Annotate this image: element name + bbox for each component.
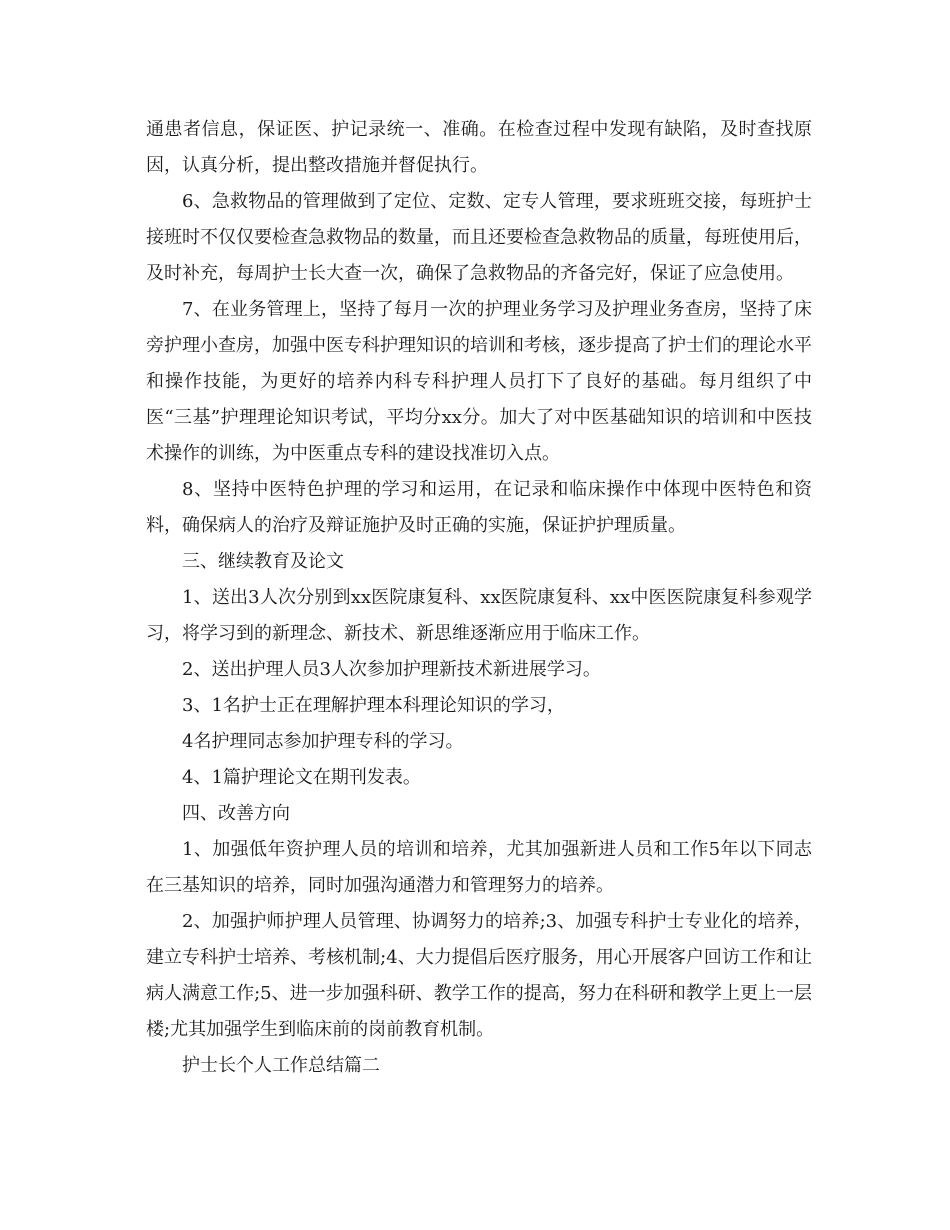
paragraph-6-emergency-supplies: 6、急救物品的管理做到了定位、定数、定专人管理，要求班班交接，每班护士接班时不仅仅要检查急救物品的数量，而且还要检查急救物品的质量，每班使用后，及时补充，每周护士长大查一次，确保了急救物品的齐备完好，保证了应急使用。 — [146, 191, 812, 284]
paragraph-education-3-continued: 4名护理同志参加护理专科的学习。 — [182, 731, 464, 752]
section-heading-improvement: 四、改善方向 — [182, 803, 290, 824]
paragraph-education-2: 2、送出护理人员3人次参加护理新技术新进展学习。 — [182, 659, 601, 680]
paragraph-education-1: 1、送出3人次分别到xx医院康复科、xx医院康复科、xx中医医院康复科参观学习，将学习到的新理念、新技术、新思维逐渐应用于临床工作。 — [146, 587, 812, 644]
section-heading-continuing-education: 三、继续教育及论文 — [182, 551, 344, 572]
document-body — [146, 112, 812, 1084]
paragraph-improvement-1: 1、加强低年资护理人员的培训和培养，尤其加强新进人员和工作5年以下同志在三基知识的培养，同时加强沟通潜力和管理努力的培养。 — [146, 839, 812, 896]
paragraph-7-business-management: 7、在业务管理上，坚持了每月一次的护理业务学习及护理业务查房，坚持了床旁护理小查房，加强中医专科护理知识的培训和考核，逐步提高了护士们的理论水平和操作技能，为更好的培养内科专科护理人员打下了良好的基础。每月组织了中医“三基”护理理论知识考试，平均分xx分。加大了对中医基础知识的培训和中医技术操作的训练，为中医重点专科的建设找准切入点。 — [146, 299, 812, 464]
paragraph-education-4: 4、1篇护理论文在期刊发表。 — [182, 767, 421, 788]
paragraph-8-tcm-nursing: 8、坚持中医特色护理的学习和运用，在记录和临床操作中体现中医特色和资料，确保病人的治疗及辩证施护及时正确的实施，保证护护理质量。 — [146, 479, 812, 536]
paragraph-education-3: 3、1名护士正在理解护理本科理论知识的学习， — [182, 695, 565, 716]
paragraph-continued: 通患者信息，保证医、护记录统一、准确。在检查过程中发现有缺陷，及时查找原因，认真分析，提出整改措施并督促执行。 — [146, 119, 812, 176]
paragraph-improvement-2: 2、加强护师护理人员管理、协调努力的培养;3、加强专科护士专业化的培养，建立专科护士培养、考核机制;4、大力提倡后医疗服务，用心开展客户回访工作和让病人满意工作;5、进一步加强科研、教学工作的提高，努力在科研和教学上更上一层楼;尤其加强学生到临床前的岗前教育机制。 — [146, 911, 812, 1040]
section-heading-part-two: 护士长个人工作总结篇二 — [182, 1055, 380, 1076]
